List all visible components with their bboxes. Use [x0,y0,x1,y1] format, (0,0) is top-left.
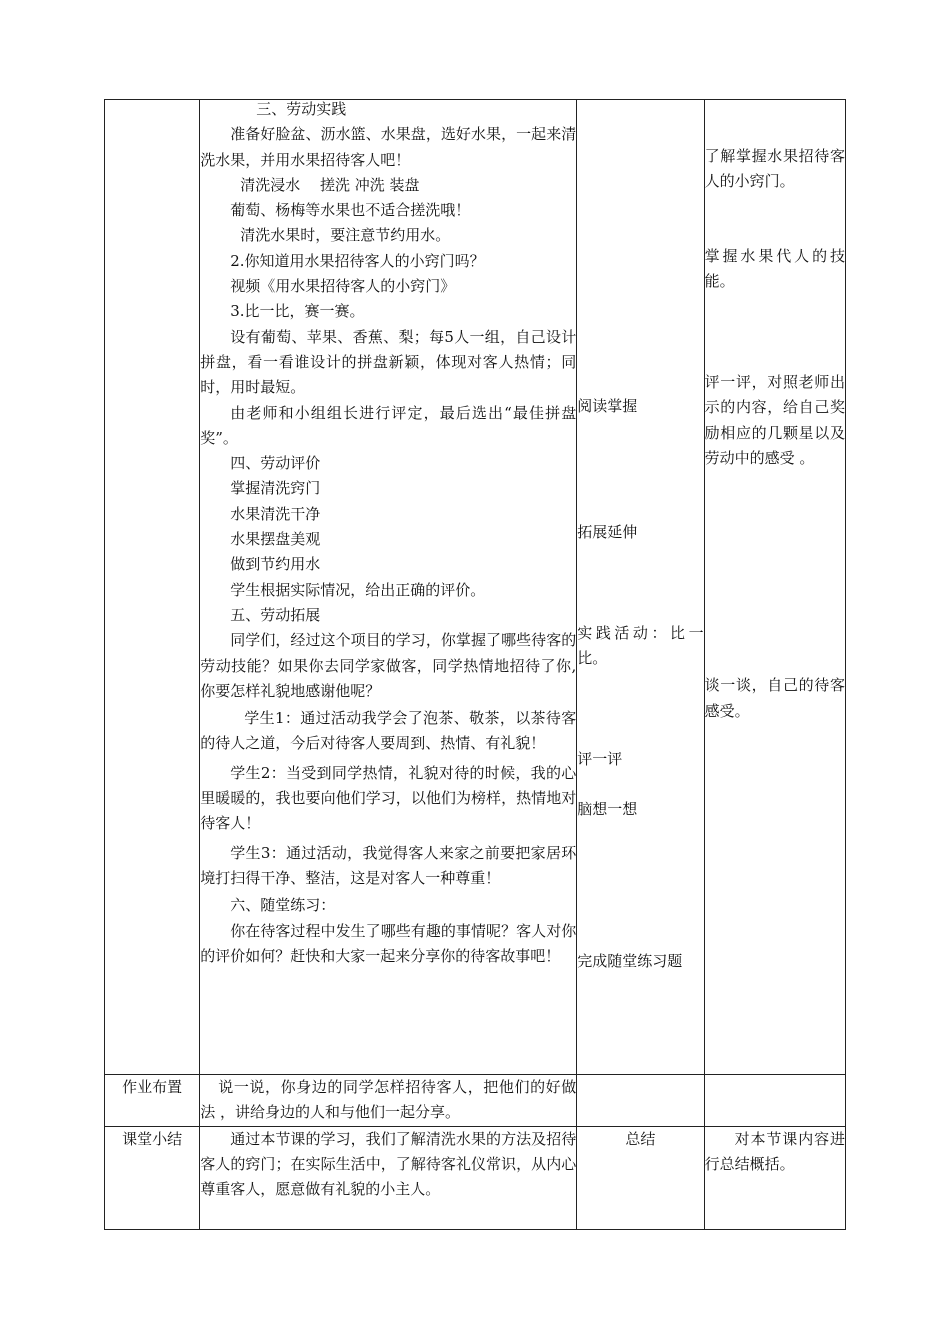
method-read: 阅读掌握 [577,397,638,415]
student-3-answer: 学生3：通过活动，我觉得客人来家之前要把家居环境打扫得干净、整洁，这是对客人一种尊重！ [200,843,577,887]
summary-content: 通过本节课的学习，我们了解清洗水果的方法及招待客人的窍门；在实际生活中，了解待客礼仪常识，从内心尊重客人，愿意做有礼貌的小主人。 [200,1129,577,1199]
activity-method-cell [577,100,704,1075]
homework-method-cell [577,1075,704,1127]
summary-label-cell [105,1126,200,1229]
evaluation-item-3: 水果摆盘美观 [230,530,321,549]
purpose-evaluate: 评一评，对照老师出示的内容，给自己奖励相应的几颗星以及劳动中的感受 。 [704,373,845,468]
homework-label-cell [105,1075,200,1127]
homework-label: 作业布置 [122,1078,183,1096]
method-evaluate: 评一评 [577,750,623,769]
competition-heading: 3.比一比，赛一赛。 [230,302,365,321]
activity-content-cell [200,100,577,1075]
judging-note: 由老师和小组组长进行评定，最后选出“最佳拼盘奖”。 [200,403,577,447]
student-1-answer: 学生1：通过活动我学会了泡茶、敬茶，以茶待客的待人之道，今后对待客人要周到、热情、有礼貌！ [200,709,577,753]
competition-rules: 设有葡萄、苹果、香蕉、梨；每5人一组，自己设计拼盘，看一看谁设计的拼盘新颖，体现对客人热情；同时，用时最短。 [200,327,577,397]
summary-row [105,1126,846,1229]
homework-content: 说一说，你身边的同学怎样招待客人，把他们的好做法 ，讲给身边的人和与他们一起分享。 [200,1078,577,1122]
method-exercise: 完成随堂练习题 [577,951,683,970]
summary-purpose-cell [704,1126,845,1229]
activity-row [105,100,846,1075]
purpose-share: 谈一谈，自己的待客感受。 [704,676,845,720]
extension-question: 同学们，经过这个项目的学习，你掌握了哪些待客的劳动技能？如果你去同学家做客，同学热情地招待了你,你要怎样礼貌地感谢他呢？ [200,631,577,700]
summary-label: 课堂小结 [122,1129,183,1148]
lesson-plan-table [104,99,846,1230]
section-heading-evaluation: 四、劳动评价 [230,454,321,473]
exercise-content: 你在待客过程中发生了哪些有趣的事情呢？客人对你的评价如何？赶快和大家一起来分享你的待客故事吧！ [200,921,577,965]
student-2-answer: 学生2：当受到同学热情，礼貌对待的时候，我的心里暖暖的，我也要向他们学习，以他们为榜样，热情地对待客人！ [200,763,577,833]
activity-label-cell [105,100,200,1075]
purpose-skill: 掌握水果代人的技能。 [704,246,845,290]
summary-purpose: 对本节课内容进行总结概括。 [704,1129,845,1173]
evaluation-item-4: 做到节约用水 [230,555,321,574]
water-saving-note: 清洗水果时，要注意节约用水。 [240,226,451,245]
section-heading-exercise: 六、随堂练习： [230,896,336,915]
evaluation-item-2: 水果清洗干净 [230,504,321,523]
method-brainstorm: 脑想一想 [577,800,638,819]
wash-steps: 清洗浸水 搓洗 冲洗 装盘 [240,175,420,194]
evaluation-note: 学生根据实际情况，给出正确的评价。 [230,580,486,599]
section-heading-extension: 五、劳动拓展 [230,605,321,624]
summary-content-cell [200,1126,577,1229]
homework-content-cell [200,1075,577,1127]
evaluation-item-1: 掌握清洗窍门 [230,479,321,498]
homework-purpose-cell [704,1075,845,1127]
wash-note: 葡萄、杨梅等水果也不适合搓洗哦！ [230,201,471,220]
summary-method-cell [577,1126,704,1229]
method-extend: 拓展延伸 [577,523,638,542]
video-title: 视频《用水果招待客人的小窍门》 [230,277,456,296]
homework-row [105,1075,846,1127]
activity-purpose-cell [704,100,845,1075]
section-heading-practice: 三、劳动实践 [256,100,347,118]
purpose-tips: 了解掌握水果招待客人的小窍门。 [704,147,845,191]
summary-method: 总结 [625,1129,656,1148]
method-practice: 实践活动：比一比。 [577,623,704,667]
question-tips: 2.你知道用水果招待客人的小窍门吗？ [230,251,485,270]
practice-intro: 准备好脸盆、沥水篮、水果盘，选好水果，一起来清洗水果，并用水果招待客人吧！ [200,125,577,169]
